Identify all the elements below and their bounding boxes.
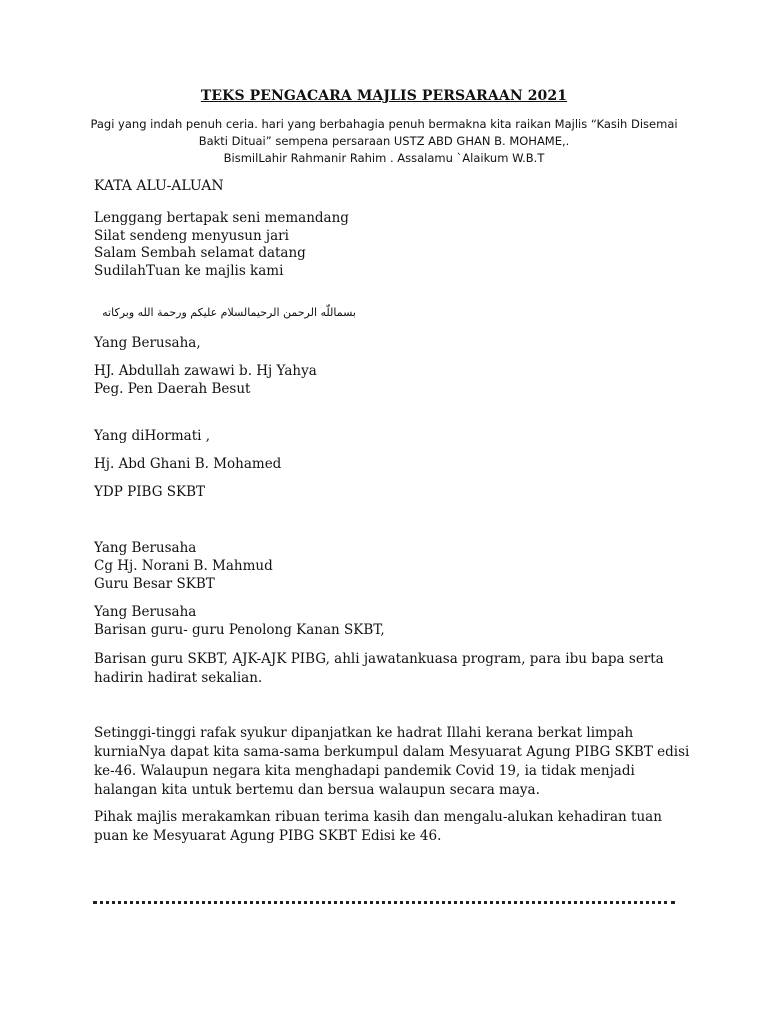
intro-line: Bakti Dituai” sempena persaraan USTZ ABD GHAN B. MOHAME,. [198,134,570,148]
greeting-role-1: Peg. Pen Daerah Besut [94,381,251,397]
dotted-divider [93,901,675,904]
paragraph-line: Setinggi-tinggi rafak syukur dipanjatkan ke hadrat Illahi kerana berkat limpah [94,725,634,741]
section-heading: KATA ALU-ALUAN [94,178,224,194]
greeting-role-3: Guru Besar SKBT [94,576,215,592]
paragraph-audience [94,650,694,688]
paragraph-line: ke-46. Walaupun negara kita menghadapi pandemik Covid 19, ia tidak menjadi [94,763,635,779]
greeting-label-1: Yang Berusaha, [94,335,201,351]
pantun-line: SudilahTuan ke majlis kami [94,262,284,279]
paragraph-thanks [94,808,694,846]
paragraph-line: puan ke Mesyuarat Agung PIBG SKBT Edisi ke 46. [94,828,442,844]
paragraph-line: kurniaNya dapat kita sama-sama berkumpul dalam Mesyuarat Agung PIBG SKBT edisi [94,744,690,760]
pantun-line: Salam Sembah selamat datang [94,245,306,261]
paragraph-line: Barisan guru SKBT, AJK-AJK PIBG, ahli jawatankuasa program, para ibu bapa serta [94,651,664,667]
pantun-line: Lenggang bertapak seni memandang [94,210,349,226]
greeting-name-4: Barisan guru- guru Penolong Kanan SKBT, [94,622,385,638]
intro-line: BismilLahir Rahmanir Rahim . Assalamu `Alaikum W.B.T [223,151,545,165]
paragraph-gratitude [94,724,694,800]
greeting-label-3: Yang Berusaha [94,540,197,556]
pantun-verse [94,210,349,280]
greeting-name-3: Cg Hj. Norani B. Mahmud [94,558,273,574]
greeting-label-4: Yang Berusaha [94,604,197,620]
arabic-greeting: بسماللّه الرحمن الرحيمالسلام عليكم ورحمة الله وبركاته [102,306,356,319]
greeting-role-2: YDP PIBG SKBT [94,484,206,500]
greeting-name-2: Hj. Abd Ghani B. Mohamed [94,456,282,472]
pantun-line: Silat sendeng menyusun jari [94,227,289,244]
greeting-name-1: HJ. Abdullah zawawi b. Hj Yahya [94,363,317,379]
paragraph-line: halangan kita untuk bertemu dan bersua walaupun secara maya. [94,782,540,798]
document-title: TEKS PENGACARA MAJLIS PERSARAAN 2021 [200,88,568,104]
paragraph-line: hadirin hadirat sekalian. [94,670,263,686]
intro-text [0,116,768,167]
paragraph-line: Pihak majlis merakamkan ribuan terima kasih dan mengalu-alukan kehadiran tuan [94,809,662,825]
intro-line: Pagi yang indah penuh ceria. hari yang berbahagia penuh bermakna kita raikan Majlis “Kasih Disemai [90,117,678,131]
greeting-label-2: Yang diHormati , [94,428,211,444]
